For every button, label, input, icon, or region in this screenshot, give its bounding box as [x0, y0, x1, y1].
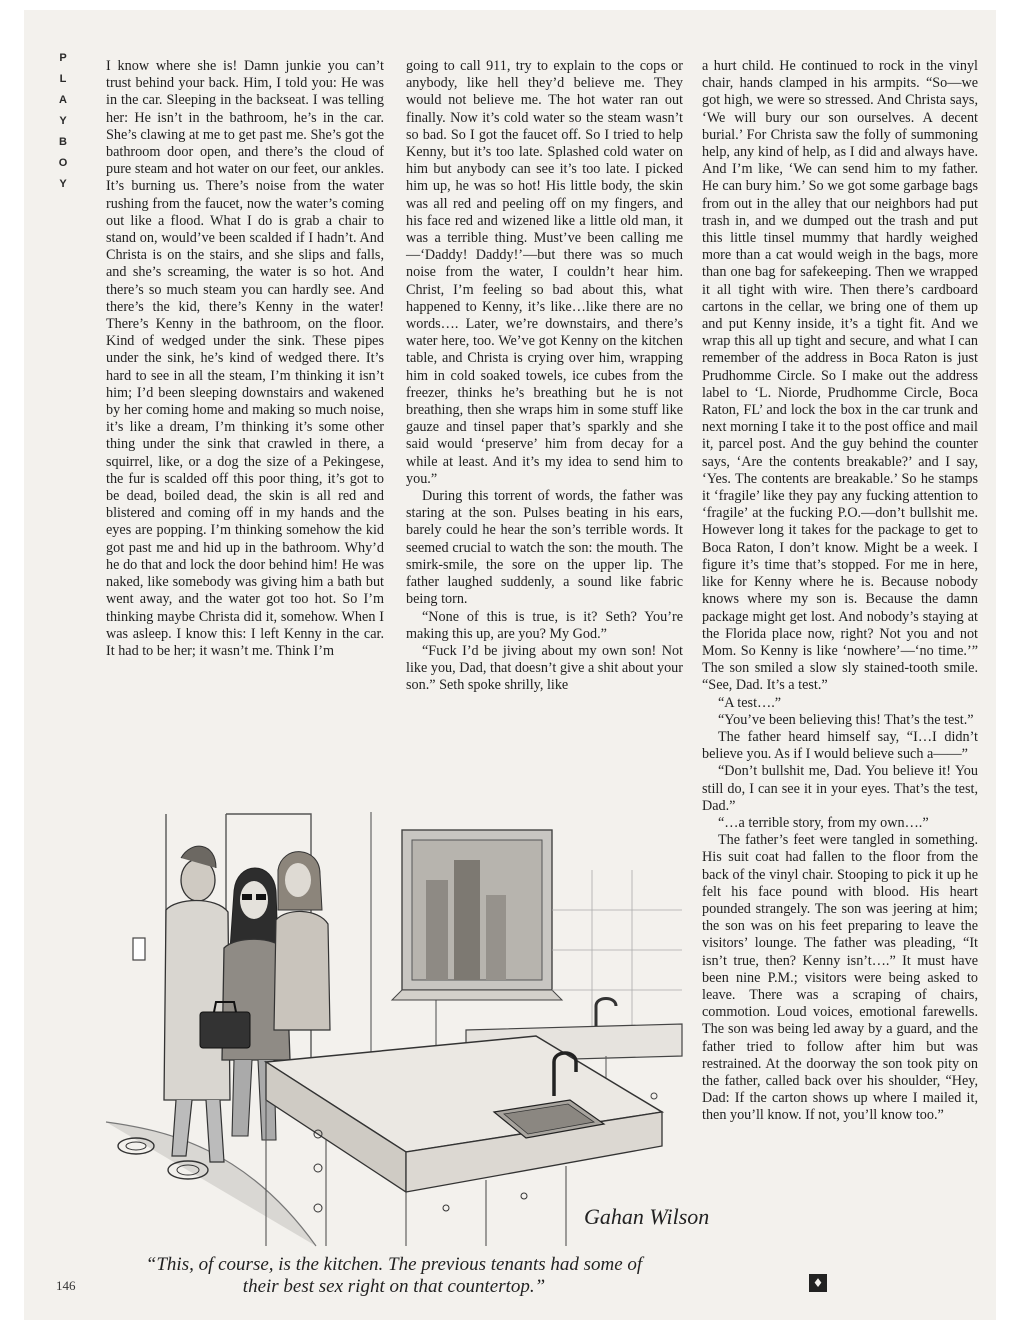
paragraph: The father heard himself say, “I…I didn’t believe you. As if I would believe such a——” — [702, 728, 978, 763]
paragraph: “Fuck I’d be jiving about my own son! Not like you, Dad, that doesn’t give a shit about your son.” Seth spoke shrilly, like — [406, 642, 683, 694]
paragraph: “None of this is true, is it? Seth? You’re making this up, are you? My God.” — [406, 608, 683, 642]
paragraph: “…a terrible story, from my own….” — [718, 814, 929, 831]
masthead-letter: O — [58, 157, 68, 169]
text-column-3 — [702, 58, 978, 1270]
cartoonist-signature: Gahan Wilson — [584, 1204, 710, 1229]
masthead-letter: L — [59, 73, 67, 85]
paragraph: “Don’t bullshit me, Dad. You believe it! You still do, I can see it in your eyes. That’s the test, Dad.” — [702, 763, 978, 814]
masthead-letter: B — [59, 136, 67, 148]
text-column-2 — [406, 58, 683, 760]
paragraph: “You’ve been believing this! That’s the test.” — [718, 711, 974, 728]
cartoon-caption — [119, 1254, 669, 1298]
masthead-vertical — [56, 48, 70, 195]
paragraph: The father’s feet were tangled in something. His suit coat had fallen to the floor from the back of the vinyl chair. Stooping to pick it up he felt his face pound with blood. His heart pounded strangely. The son was jeering at him; the son was on his feet preparing to leave the visitors’ lounge. The father was pleading, “It isn’t true, then? Kenny isn’t….” It must have been nine P.M.; visitors were being asked to leave. There was a scraping of chairs, commotion. Loud voices, emotional farewells. The son was being led away by a guard, and the father tried to follow after him but was restrained. At the doorway the son took pity on the father, called back over his shoulder, “Hey, Dad: If the carton shows up where I mailed it, then you’ll know. If not, you’ll know too.” — [702, 832, 978, 1124]
paragraph: “A test….” — [718, 694, 782, 711]
page-number: 146 — [56, 1278, 76, 1293]
paragraph: I know where she is! Damn junkie you can’t trust behind your back. Him, I told you: He was in the car. Sleeping in the backseat. I was telling her: He isn’t in the bathroom, he’s in the car. She’s clawing at me to get past me. She’s got the bathroom door open, and there’s the cloud of pure steam and hot water on our feet, our ankles. It’s burning us. There’s noise from the water rushing from the faucet, now the water’s coming out like a flood. What I do is grab a chair to stand on, would’ve been scalded if I hadn’t. And Christa is on the stairs, and she slips and falls, and she’s screaming, the water is so hot. And there’s so much steam you can hardly see. And there’s the kid, there’s Kenny in the water! There’s Kenny in the bathroom, on the floor. Kind of wedged under the sink. These pipes under the sink, he’s kind of wedged there. It’s hard to see in all the steam, I’m thinking it isn’t him; I’d been sleeping downstairs and wakened by her coming home and making so much noise, it’s like a dream, I’m thinking it’s some other thing under the sink that crawled in there, a squirrel, like, or a dog the size of a Pekingese, the fur is scalded off this poor thing, it’s got to be dead, boiled dead, the skin is all red and blistered and coming off in my hands and the eyes are popping. I’m thinking somehow the kid got past me and hid up in the bathroom. Why’d he do that and lock the door behind him! He was naked, like somebody was giving him a bath but went away, and the water got too hot. So I’m thinking maybe Christa did it, somehow. When I was asleep. I know this: I left Kenny in the car. It had to be her; it wasn’t me. Think I’m — [106, 58, 384, 659]
caption-line-1: “This, of course, is the kitchen. The previous tenants had some of — [145, 1254, 643, 1275]
cartoon-illustration — [106, 800, 710, 1246]
magazine-page — [24, 10, 996, 1320]
paragraph: going to call 911, try to explain to the cops or anybody, like hell they’d believe me. They would not believe me. The hot water ran out finally. Now it’s cold water so the steam wasn’t so bad. So I got the faucet off. So I tried to help Kenny, but it’s too late. Splashed cold water on him but anybody can see it’s too late. I picked him up, he was so hot! His little body, the skin was all red and peeling off on my fingers, and his face red and wizened like a little old man, it was a terrible thing. Must’ve been calling me—‘Daddy! Daddy!’—but there was so much noise from the water, I couldn’t hear him. Christ, I’m feeling so bad about this, what happened to Kenny, it’s like…like there are no words…. Later, we’re downstairs, and there’s water here, too. We’ve got Kenny on the kitchen table, and Christa is crying over him, wrapping him in cold soaked towels, ice cubes from the freezer, thinks he’s breathing but he is not breathing, then she wraps him in some stuff like gauze and tinsel paper that’s sparkly and she said would ‘preserve’ him from decay for a while at least. And it’s my idea to send him to you.” — [406, 58, 683, 487]
kitchen-window — [392, 830, 562, 1000]
masthead-letter: Y — [59, 115, 67, 127]
paragraph: a hurt child. He continued to rock in the vinyl chair, hands clamped in his armpits. “So—we got high, we were so stressed. And Christa says, ‘We will bury our son ourselves. A decent burial.’ For Christa saw the folly of summoning help, any kind of help, as I did and always have. And I’m like, ‘We can send him to my father. He can bury him.’ So we got some garbage bags from out in the alley that our neighbors had put trash in, and we dumped out the trash and put this little tinsel mummy that hardly weighed more than a cat would weigh in the bags, more than one bag for safekeeping. Then we wrapped it all tight with wire. Then there’s cardboard cartons in the cellar, we bring one of them up and put Kenny inside, it’s a tight fit. And we wrap this all up tight and secure, and what I can remember of the address in Boca Raton is just Prudhomme Circle. So I make out the address label to ‘L. Niorde, Prudhomme Circle, Boca Raton, FL’ and lock the box in the car trunk and next morning I take it to the post office and mail it, parcel post. And the guy behind the counter says, ‘Are the contents breakable?’ and I say, ‘Yes. The contents are breakable.’ So he stamps it ‘fragile’ like they pay any fucking attention to ‘fragile’ at the fucking P.O.—don’t bullshit me. However long it takes for the package to get to Boca Raton, I don’t know. Might be a week. I figure it’s time that’s stopped. For me in here, like for Kenny where he is. Because nobody knows where my son is. Because the damn package might get lost. And nobody’s staying at the Florida place now, right? Not you and not Mom. So Kenny is like ‘nowhere’—‘no time.’” The son smiled a slow sly stained-tooth smile. “See, Dad. It’s a test.” — [702, 58, 978, 694]
masthead-letter: A — [59, 94, 67, 106]
masthead-letter: P — [59, 52, 67, 64]
paragraph: During this torrent of words, the father was staring at the son. Pulses beating in his ears, barely could he hear the son’s terrible words. It seemed crucial to watch the son: the mouth. The smirk-smile, the sore on the upper lip. The father laughed suddenly, a sound like fabric being torn. — [406, 488, 683, 608]
rabbit-head-icon: ♦ — [809, 1274, 827, 1292]
masthead-letter: Y — [59, 178, 67, 190]
caption-line-2: their best sex right on that countertop.” — [242, 1276, 546, 1297]
text-column-1 — [106, 58, 384, 760]
